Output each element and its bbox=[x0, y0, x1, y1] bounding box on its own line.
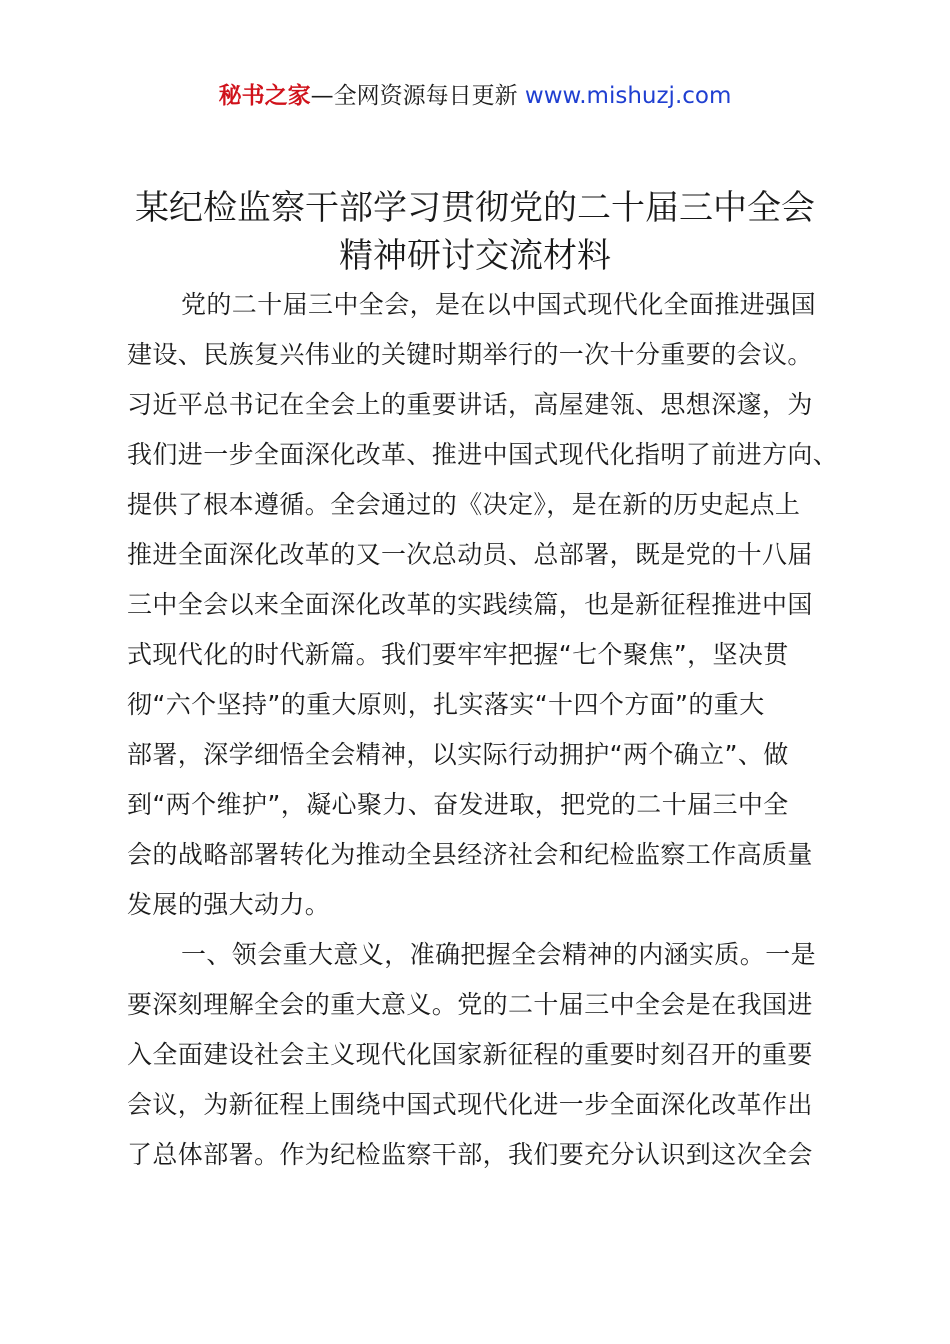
text-line: 入全面建设社会主义现代化国家新征程的重要时刻召开的重要 bbox=[127, 1040, 813, 1069]
text-line: 彻“六个坚持”的重大原则，扎实落实“十四个方面”的重大 bbox=[127, 690, 765, 719]
text-line: 式现代化的时代新篇。我们要牢牢把握“七个聚焦”，坚决贯 bbox=[127, 640, 789, 669]
title-line-2: 精神研讨交流材料 bbox=[339, 236, 611, 276]
text-line: 提供了根本遵循。全会通过的《决定》，是在新的历史起点上 bbox=[127, 490, 801, 519]
text-line: 我们进一步全面深化改革、推进中国式现代化指明了前进方向、 bbox=[127, 440, 839, 469]
text-line: 了总体部署。作为纪检监察干部，我们要充分认识到这次全会 bbox=[127, 1140, 813, 1169]
paragraph-intro bbox=[127, 280, 837, 930]
text-line: 推进全面深化改革的又一次总动员、总部署，既是党的十八届 bbox=[127, 540, 813, 569]
text-line: 到“两个维护”，凝心聚力、奋发进取，把党的二十届三中全 bbox=[127, 790, 789, 819]
text-line: 会的战略部署转化为推动全县经济社会和纪检监察工作高质量 bbox=[127, 840, 813, 869]
site-url-link[interactable]: www.mishuzj.com bbox=[524, 83, 732, 109]
title-line-1: 某纪检监察干部学习贯彻党的二十届三中全会 bbox=[135, 188, 815, 228]
site-brand: 秘书之家 bbox=[218, 83, 311, 109]
text-line: 建设、民族复兴伟业的关键时期举行的一次十分重要的会议。 bbox=[127, 340, 813, 369]
text-line: 部署，深学细悟全会精神，以实际行动拥护“两个确立”、做 bbox=[127, 740, 789, 769]
site-slogan: —全网资源每日更新 bbox=[310, 83, 518, 109]
document-body bbox=[127, 280, 837, 1180]
text-line: 党的二十届三中全会，是在以中国式现代化全面推进强国 bbox=[181, 290, 817, 319]
document-title bbox=[100, 184, 850, 280]
text-line: 习近平总书记在全会上的重要讲话，高屋建瓴、思想深邃，为 bbox=[127, 390, 813, 419]
site-header bbox=[0, 80, 950, 112]
text-line: 会议，为新征程上围绕中国式现代化进一步全面深化改革作出 bbox=[127, 1090, 813, 1119]
paragraph-section-one bbox=[127, 930, 837, 1180]
text-line: 三中全会以来全面深化改革的实践续篇，也是新征程推进中国 bbox=[127, 590, 813, 619]
text-line: 要深刻理解全会的重大意义。党的二十届三中全会是在我国进 bbox=[127, 990, 813, 1019]
text-line: 发展的强大动力。 bbox=[127, 890, 331, 919]
text-line: 一、领会重大意义，准确把握全会精神的内涵实质。一是 bbox=[181, 940, 817, 969]
